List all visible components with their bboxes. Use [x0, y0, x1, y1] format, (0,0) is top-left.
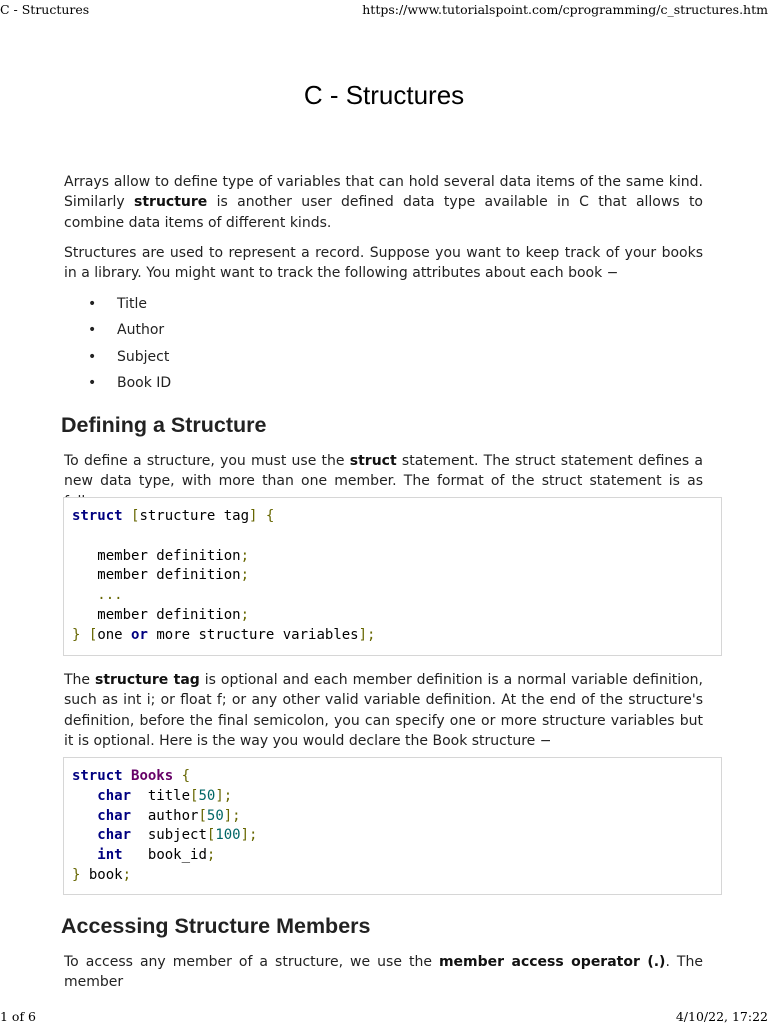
list-item: • Book ID [88, 373, 171, 399]
list-item: • Author [88, 320, 171, 346]
page-title: C - Structures [303, 80, 465, 110]
page-url[interactable]: https://www.tutorialspoint.com/cprogramming/c_structures.htm [362, 2, 768, 17]
access-paragraph-1: To access any member of a structure, we use the member access operator (.). The member [64, 954, 703, 991]
book-attributes-list [88, 294, 171, 400]
section-heading-accessing: Accessing Structure Members [61, 914, 371, 938]
print-datetime: 4/10/22, 17:22 [675, 1009, 768, 1024]
page-number: 1 of 6 [0, 1009, 37, 1024]
intro-paragraph-1: Arrays allow to define type of variables that can hold several data items of the same kind. Similarly structure is another user defined data type available in C that allows to combine data items of different kinds. [64, 174, 703, 231]
code-block-books-struct[interactable]: struct Books { char title[50]; char author[50]; char subject[100]; int book_id; } book; [63, 757, 722, 895]
intro-paragraph-2: Structures are used to represent a record. Suppose you want to keep track of your books in a library. You might want to track the following attributes about each book − [64, 245, 703, 282]
define-paragraph-2: The structure tag is optional and each member definition is a normal variable definition, such as int i; or float f; or any other valid variable definition. At the end of the structure's definition, before the final semicolon, you can specify one or more structure variables but it is optional. Here is the way you would declare the Book structure − [64, 672, 703, 749]
browser-page-title: C - Structures [0, 2, 90, 17]
list-item: • Title [88, 294, 171, 320]
section-heading-defining: Defining a Structure [61, 413, 267, 437]
define-paragraph-1: To define a structure, you must use the struct statement. The struct statement defines a new data type, with more than one member. The format of the struct statement is as [64, 453, 704, 490]
code-block-struct-syntax[interactable]: struct [structure tag] { member definition; member definition; ... member definition; } [one or more structure variables]; [63, 497, 722, 656]
list-item: • Subject [88, 347, 171, 373]
